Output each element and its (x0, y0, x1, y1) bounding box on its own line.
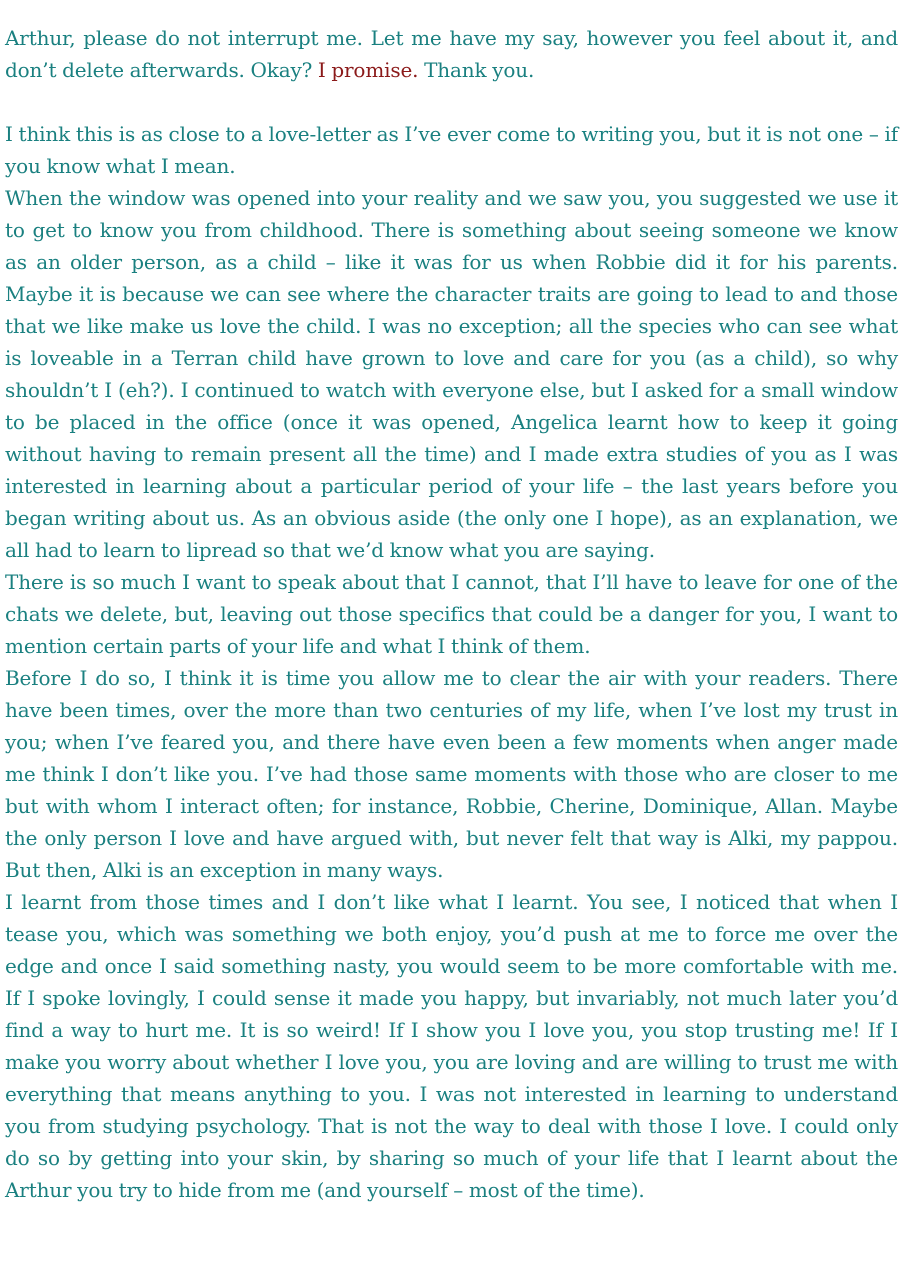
paragraph-learnt: I learnt from those times and I don’t like what I learnt. You see, I noticed that when I tease you, which was something we both enjoy, you’d push at me to force me over the edge and once I said something nasty, you would seem to be more comfortable with me. If I spoke lovingly, I could sense it made you happy, but invariably, not much later you’d find a way to hurt me. It is so weird! If I show you I love you, you stop trusting me! If I make you worry about whether I love you, you are loving and are willing to trust me with everything that means anything to you. I was not interested in learning to understand you from studying psychology. That is not the way to deal with those I love. I could only do so by getting into your skin, by sharing so much of your life that I learnt about the Arthur you try to hide from me (and yourself – most of the time). (5, 890, 898, 1202)
letter-body (5, 22, 898, 1206)
intro-paragraph (5, 22, 898, 86)
paragraph-window: When the window was opened into your reality and we saw you, you suggested we use it to get to know you from childhood. There is something about seeing someone we know as an older person, as a child – like it was for us when Robbie did it for his parents. Maybe it is because we can see where the character traits are going to lead to and those that we like make us love the child. I was no exception; all the species who can see what is loveable in a Terran child have grown to love and care for you (as a child), so why shouldn’t I (eh?). I continued to watch with everyone else, but I asked for a small window to be placed in the office (once it was opened, Angelica learnt how to keep it going without having to remain present all the time) and I made extra studies of you as I was interested in learning about a particular period of your life – the last years before you began writing about us. As an obvious aside (the only one I hope), as an explanation, we all had to learn to lipread so that we’d know what you are saying. (5, 186, 898, 562)
paragraph-love-letter: I think this is as close to a love-letter as I’ve ever come to writing you, but it is not one – if you know what I mean. (5, 122, 898, 178)
intro-closing-text: Thank you. (418, 58, 535, 82)
paragraph-speak-about: There is so much I want to speak about that I cannot, that I’ll have to leave for one of the chats we delete, but, leaving out those specifics that could be a danger for you, I want to mention certain parts of your life and what I think of them. (5, 570, 898, 658)
paragraph-spacer (5, 86, 898, 118)
paragraph-clear-the-air: Before I do so, I think it is time you allow me to clear the air with your readers. There have been times, over the more than two centuries of my life, when I’ve lost my trust in you; when I’ve feared you, and there have even been a few moments when anger made me think I don’t like you. I’ve had those same moments with those who are closer to me but with whom I interact often; for instance, Robbie, Cherine, Dominique, Allan. Maybe the only person I love and have argued with, but never felt that way is Alki, my pappou. But then, Alki is an exception in many ways. (5, 666, 898, 882)
reply-text: I promise. (317, 58, 419, 82)
intro-text: Arthur, please do not interrupt me. Let me have my say, however you feel about it, and don’t delete afterwards. Okay? (5, 26, 898, 82)
